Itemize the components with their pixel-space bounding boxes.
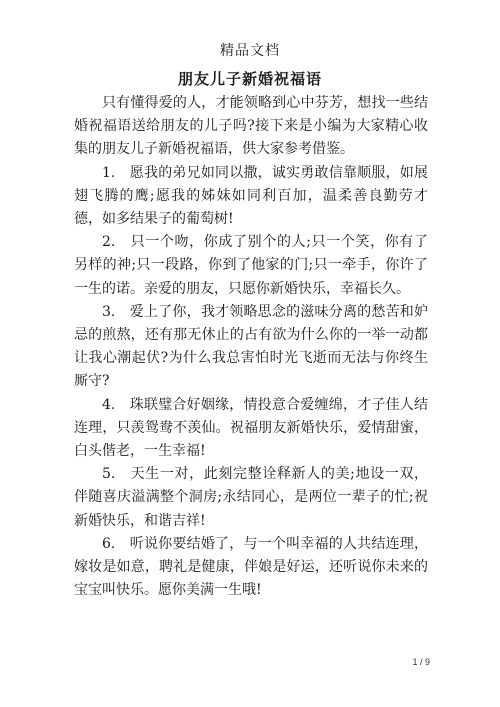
blessing-paragraph-3: 3. 爱上了你，我才领略思念的滋味分离的愁苦和妒忌的煎熬，还有那无休止的占有欲为什么你的一举一动都让我心潮起伏?为什么我总害怕时光飞逝而无法与你终生厮守? <box>74 303 428 390</box>
blessing-paragraph-5: 5. 天生一对，此刻完整诠释新人的美;地设一双，伴随喜庆溢满整个洞房;永结同心，是两位一辈子的忙;祝新婚快乐，和谐吉祥! <box>74 466 428 529</box>
blessing-paragraph-2: 2. 只一个吻，你成了别个的人;只一个笑，你有了另样的神;只一段路，你到了他家的门;只一牵手，你许了一生的诺。亲爱的朋友，只愿你新婚快乐，幸福长久。 <box>74 234 428 297</box>
page-header: 精品文档 <box>220 43 280 59</box>
document-body <box>74 92 428 602</box>
blessing-paragraph-4: 4. 珠联璧合好姻缘，情投意合爱缠绵，才子佳人结连理，只羡鸳鸯不羡仙。祝福朋友新婚快乐，爱情甜蜜，白头偕老，一生幸福! <box>74 396 428 460</box>
blessing-paragraph-6: 6. 听说你要结婚了，与一个叫幸福的人共结连理，嫁妆是如意，聘礼是健康，伴娘是好运，还听说你未来的宝宝叫快乐。愿你美满一生哦! <box>74 535 428 599</box>
page-number: 1 / 9 <box>412 657 430 667</box>
document-title: 朋友儿子新婚祝福语 <box>177 70 322 88</box>
blessing-paragraph-1: 1. 愿我的弟兄如同以撒，诚实勇敢信靠顺服，如展翅飞腾的鹰;愿我的姊妹如同利百加，温柔善良勤劳才德，如多结果子的葡萄树! <box>74 164 428 228</box>
intro-paragraph: 只有懂得爱的人，才能领略到心中芬芳，想找一些结婚祝福语送给朋友的儿子吗?接下来是小编为大家精心收集的朋友儿子新婚祝福语，供大家参考借鉴。 <box>74 95 428 158</box>
